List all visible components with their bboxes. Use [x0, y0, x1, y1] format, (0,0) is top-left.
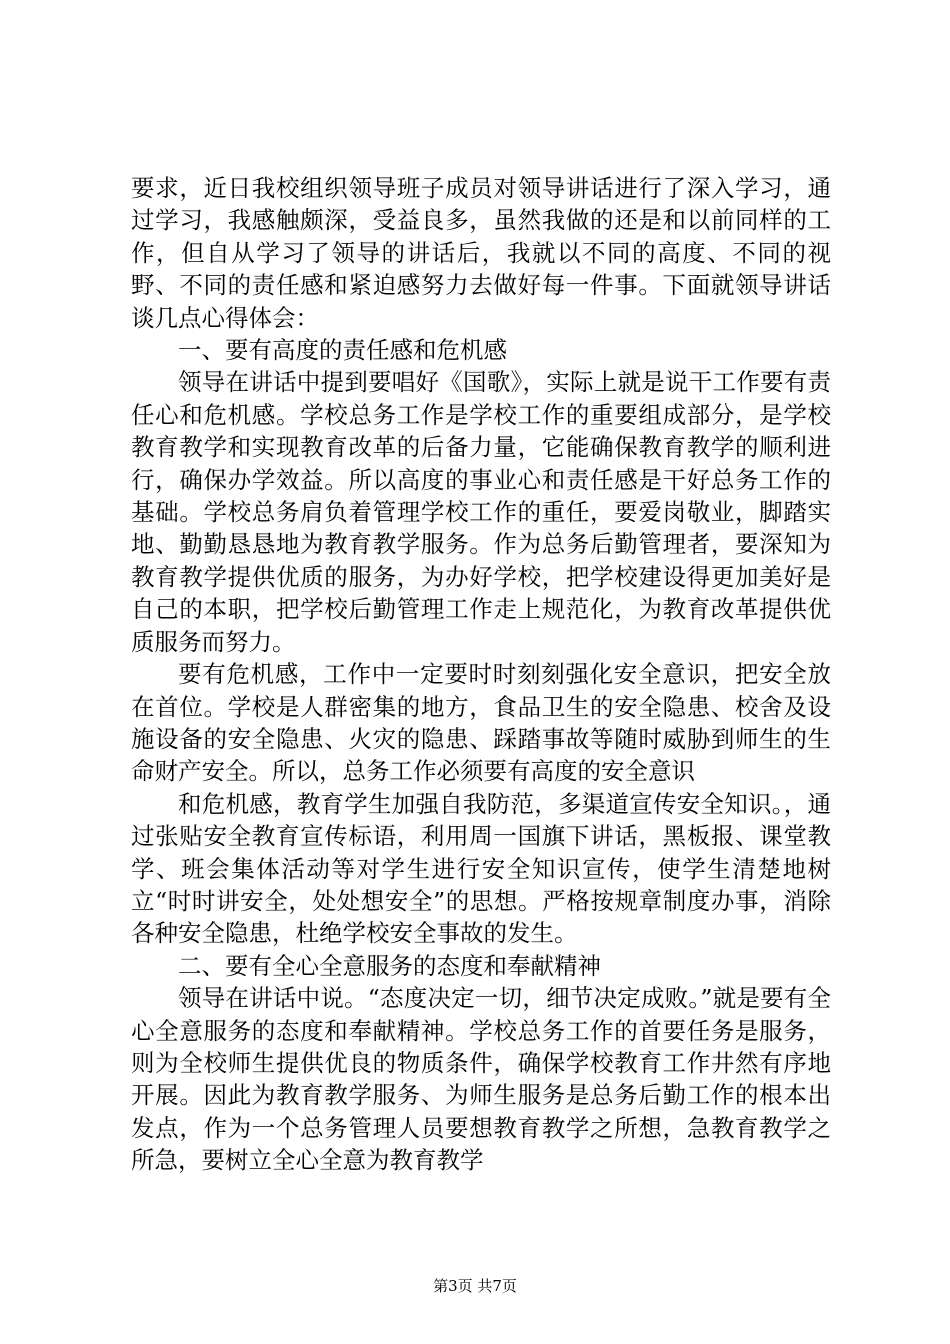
paragraph-intro: 要求，近日我校组织领导班子成员对领导讲话进行了深入学习，通过学习，我感触颇深，受益良多，虽然我做的还是和以前同样的工作，但自从学习了领导的讲话后，我就以不同的高度、不同的视野、不同的责任感和紧迫感努力去做好每一件事。下面就领导讲话谈几点心得体会：	[131, 174, 831, 332]
section-heading-2: 二、要有全心全意服务的态度和奉献精神	[178, 951, 601, 980]
paragraph-safety-education: 和危机感，教育学生加强自我防范，多渠道宣传安全知识。，通过张贴安全教育宣传标语，利用周一国旗下讲话，黑板报、课堂教学、班会集体活动等对学生进行安全知识宣传，使学生清楚地树立“时时讲安全，处处想安全”的思想。严格按规章制度办事，消除各种安全隐患，杜绝学校安全事故的发生。	[131, 789, 831, 948]
document-body	[131, 172, 831, 1177]
paragraph-crisis-awareness: 要有危机感，工作中一定要时时刻刻强化安全意识，把安全放在首位。学校是人群密集的地方，食品卫生的安全隐患、校舍及设施设备的安全隐患、火灾的隐患、踩踏事故等随时威胁到师生的生命财产安全。所以，总务工作必须要有高度的安全意识	[131, 660, 831, 786]
page-footer	[0, 1276, 950, 1296]
page-number-label: 第3页 共7页	[433, 1277, 517, 1295]
paragraph-service-attitude: 领导在讲话中说。“态度决定一切，细节决定成败。”就是要有全心全意服务的态度和奉献精神。学校总务工作的首要任务是服务，则为全校师生提供优良的物质条件，确保学校教育工作井然有序地开展。因此为教育教学服务、为师生服务是总务后勤工作的根本出发点，作为一个总务管理人员要想教育教学之所想，急教育教学之所急，要树立全心全意为教育教学	[131, 984, 831, 1175]
paragraph-responsibility: 领导在讲话中提到要唱好《国歌》，实际上就是说干工作要有责任心和危机感。学校总务工作是学校工作的重要组成部分，是学校教育教学和实现教育改革的后备力量，它能确保教育教学的顺利进行，确保办学效益。所以高度的事业心和责任感是干好总务工作的基础。学校总务肩负着管理学校工作的重任，要爱岗敬业，脚踏实地、勤勤恳恳地为教育教学服务。作为总务后勤管理者，要深知为教育教学提供优质的服务，为办好学校，把学校建设得更加美好是自己的本职，把学校后勤管理工作走上规范化，为教育改革提供优质服务而努力。	[131, 368, 831, 656]
section-heading-1: 一、要有高度的责任感和危机感	[178, 336, 507, 365]
